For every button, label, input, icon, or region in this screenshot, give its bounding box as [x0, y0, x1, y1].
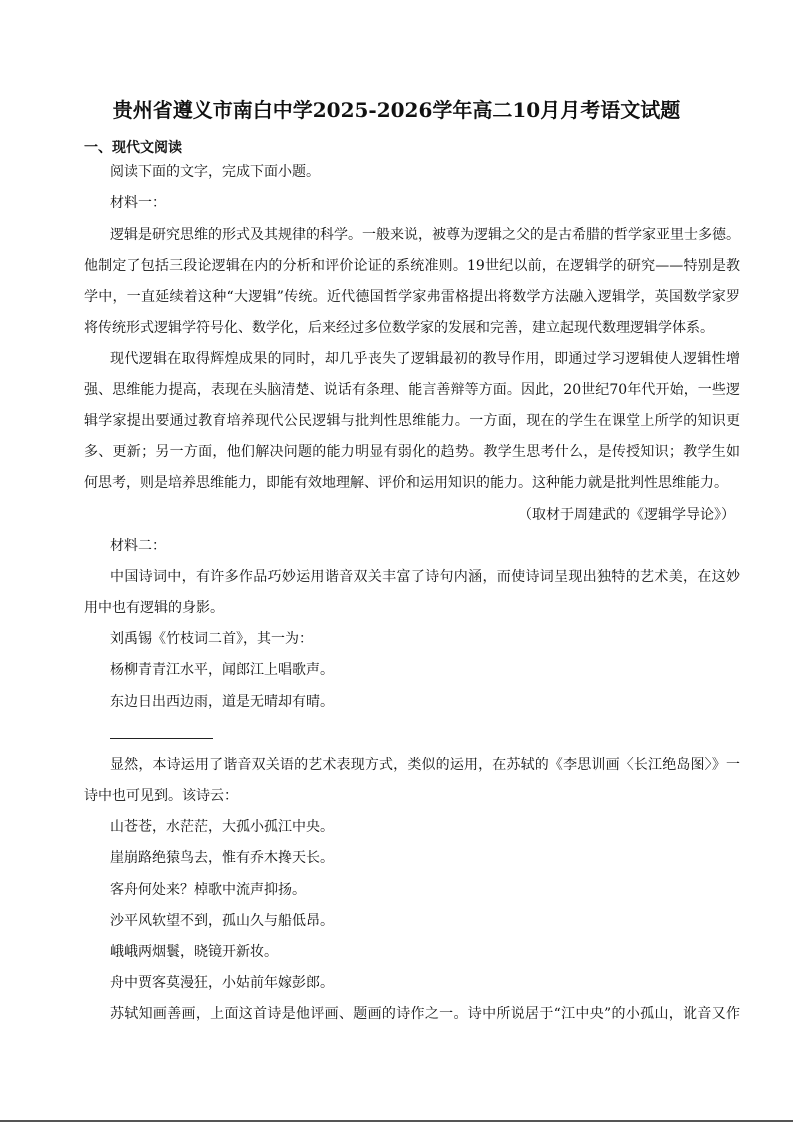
- paragraph-line: 逻辑是研究思维的形式及其规律的科学。一般来说，被尊为逻辑之父的是古希腊的哲学家亚里士多德。: [110, 227, 740, 243]
- paragraph-line: 多、更新；另一方面，他们解决问题的能力明显有弱化的趋势。教学生思考什么，是传授知识；教学生如: [84, 444, 740, 460]
- source-citation: （取材于周建武的《逻辑学导论》）: [518, 507, 735, 523]
- material2-label: 材料二：: [110, 538, 166, 554]
- document-title: 贵州省遵义市南白中学2025-2026学年高二10月月考语文试题: [112, 98, 681, 122]
- paragraph-line: 显然，本诗运用了谐音双关语的艺术表现方式，类似的运用，在苏轼的《李思训画〈长江绝岛图〉》一: [110, 757, 740, 773]
- paragraph-line: 用中也有逻辑的身影。: [84, 600, 224, 616]
- poem-line: 沙平风软望不到，孤山久与船低昂。: [110, 913, 334, 929]
- paragraph-line: 强、思维能力提高，表现在头脑清楚、说话有条理、能言善辩等方面。因此，20世纪70年代开始，一些逻: [84, 382, 740, 398]
- poem-line: 客舟何处来？棹歌中流声抑扬。: [110, 882, 306, 898]
- paragraph-line: 诗中也可见到。该诗云：: [84, 788, 238, 804]
- paragraph-line: 现代逻辑在取得辉煌成果的同时，却几乎丧失了逻辑最初的教导作用，即通过学习逻辑使人逻辑性增: [110, 351, 740, 367]
- poem-line: 崖崩路绝猿鸟去，惟有乔木搀天长。: [110, 850, 334, 866]
- poem-intro: 刘禹锡《竹枝词二首》，其一为：: [110, 631, 313, 647]
- paragraph-line: 辑学家提出要通过教育培养现代公民逻辑与批判性思维能力。一方面，现在的学生在课堂上所学的知识更: [84, 413, 740, 429]
- poem-line: 山苍苍，水茫茫，大孤小孤江中央。: [110, 819, 334, 835]
- poem-line: 峨峨两烟鬟，晓镜开新妆。: [110, 944, 278, 960]
- paragraph-line: 何思考，则是培养思维能力，即能有效地理解、评价和运用知识的能力。这种能力就是批判性思维能力。: [84, 475, 728, 491]
- poem-line: 杨柳青青江水平，闻郎江上唱歌声。: [110, 662, 334, 678]
- paragraph-line: 他制定了包括三段论逻辑在内的分析和评价论证的系统准则。19世纪以前，在逻辑学的研究——特别是教: [84, 258, 740, 274]
- section-heading: 一、现代文阅读: [84, 140, 182, 156]
- paragraph-line: 苏轼知画善画，上面这首诗是他评画、题画的诗作之一。诗中所说居于“江中央”的小孤山，讹音又作: [110, 1006, 740, 1022]
- paragraph-line: 中国诗词中，有许多作品巧妙运用谐音双关丰富了诗句内涵，而使诗词呈现出独特的艺术美，在这妙: [110, 569, 740, 585]
- poem-line: 舟中贾客莫漫狂，小姑前年嫁彭郎。: [110, 975, 334, 991]
- poem-line: 东边日出西边雨，道是无晴却有晴。: [110, 694, 334, 710]
- paragraph-line: 将传统形式逻辑学符号化、数学化，后来经过多位数学家的发展和完善，建立起现代数理逻辑学体系。: [84, 320, 714, 336]
- footnote-divider: [110, 738, 213, 739]
- paragraph-line: 学中，一直延续着这种“大逻辑”传统。近代德国哲学家弗雷格提出将数学方法融入逻辑学，英国数学家罗: [84, 289, 740, 305]
- instruction: 阅读下面的文字，完成下面小题。: [110, 164, 320, 180]
- material1-label: 材料一：: [110, 195, 166, 211]
